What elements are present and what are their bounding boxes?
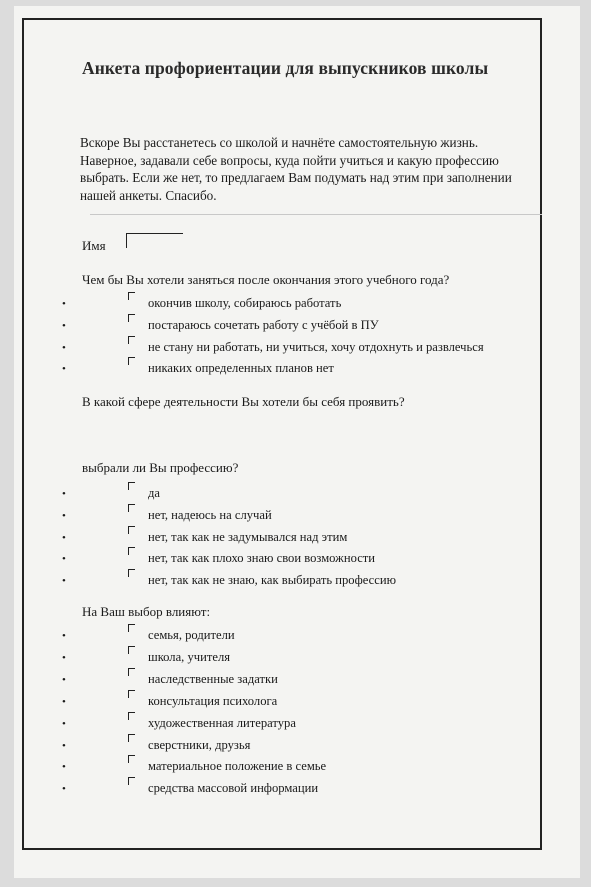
bullet: • [62,652,66,664]
checkbox-icon[interactable] [128,569,135,577]
bullet: • [62,363,66,375]
checkbox-icon[interactable] [128,734,135,742]
bullet: • [62,488,66,500]
bullet: • [62,761,66,773]
checkbox-icon[interactable] [128,292,135,300]
option-row[interactable] [62,551,532,569]
option-label: никаких определенных планов нет [148,361,334,375]
question-influence: На Ваш выбор влияют: [82,604,211,619]
checkbox-icon[interactable] [128,336,135,344]
checkbox-icon[interactable] [128,547,135,555]
option-label: окончив школу, собираюсь работать [148,296,342,310]
question-profession: выбрали ли Вы профессию? [82,460,239,475]
option-row[interactable] [62,296,532,314]
checkbox-icon[interactable] [128,526,135,534]
option-label: материальное положение в семье [148,759,327,773]
option-label: консультация психолога [148,694,278,708]
option-row[interactable] [62,573,532,591]
bullet: • [62,320,66,332]
checkbox-icon[interactable] [128,777,135,785]
option-label: нет, надеюсь на случай [148,508,272,522]
option-row[interactable] [62,340,532,358]
option-label: да [148,486,160,500]
checkbox-icon[interactable] [128,668,135,676]
checkbox-icon[interactable] [128,357,135,365]
bullet: • [62,298,66,310]
option-row[interactable] [62,628,532,646]
option-label: постараюсь сочетать работу с учёбой в ПУ [148,318,379,332]
bullet: • [62,696,66,708]
question-plans: Чем бы Вы хотели заняться после окончания этого учебного года? [82,272,450,287]
bullet: • [62,532,66,544]
option-row[interactable] [62,738,532,756]
name-label: Имя [82,238,106,253]
intro-line: выбрать. Если же нет, то предлагаем Вам подумать над этим при заполнении [80,170,512,185]
bullet: • [62,740,66,752]
option-row[interactable] [62,650,532,668]
intro-paragraph [80,134,520,204]
option-label: школа, учителя [148,650,231,664]
bullet: • [62,575,66,587]
page-title: Анкета профориентации для выпускников школы [82,58,489,78]
option-row[interactable] [62,486,532,504]
checkbox-icon[interactable] [128,504,135,512]
checkbox-icon[interactable] [128,314,135,322]
option-label: нет, так как не знаю, как выбирать профессию [148,573,396,587]
option-label: нет, так как не задумывался над этим [148,530,348,544]
checkbox-icon[interactable] [128,755,135,763]
option-row[interactable] [62,318,532,336]
name-field[interactable] [126,233,183,248]
bullet: • [62,630,66,642]
intro-line: Вскоре Вы расстанетесь со школой и начнёте самостоятельную жизнь. [80,135,479,150]
option-row[interactable] [62,716,532,734]
option-label: средства массовой информации [148,781,319,795]
bullet: • [62,718,66,730]
question-sphere: В какой сфере деятельности Вы хотели бы себя проявить? [82,394,405,409]
bullet: • [62,553,66,565]
option-row[interactable] [62,672,532,690]
option-label: сверстники, друзья [148,738,251,752]
option-label: семья, родители [148,628,235,642]
option-row[interactable] [62,508,532,526]
option-row[interactable] [62,361,532,379]
intro-line: Наверное, задавали себе вопросы, куда пойти учиться и какую профессию [80,152,499,168]
checkbox-icon[interactable] [128,624,135,632]
option-row[interactable] [62,759,532,777]
bullet: • [62,510,66,522]
intro-line: нашей анкеты. Спасибо. [80,187,217,203]
checkbox-icon[interactable] [128,690,135,698]
option-row[interactable] [62,694,532,712]
option-row[interactable] [62,781,532,799]
bullet: • [62,674,66,686]
bullet: • [62,342,66,354]
bullet: • [62,783,66,795]
option-label: художественная литература [148,716,296,730]
divider [90,214,542,215]
option-label: не стану ни работать, ни учиться, хочу отдохнуть и развлечься [148,340,484,354]
checkbox-icon[interactable] [128,646,135,654]
checkbox-icon[interactable] [128,712,135,720]
option-label: наследственные задатки [148,672,278,686]
checkbox-icon[interactable] [128,482,135,490]
option-row[interactable] [62,530,532,548]
option-label: нет, так как плохо знаю свои возможности [148,551,376,565]
